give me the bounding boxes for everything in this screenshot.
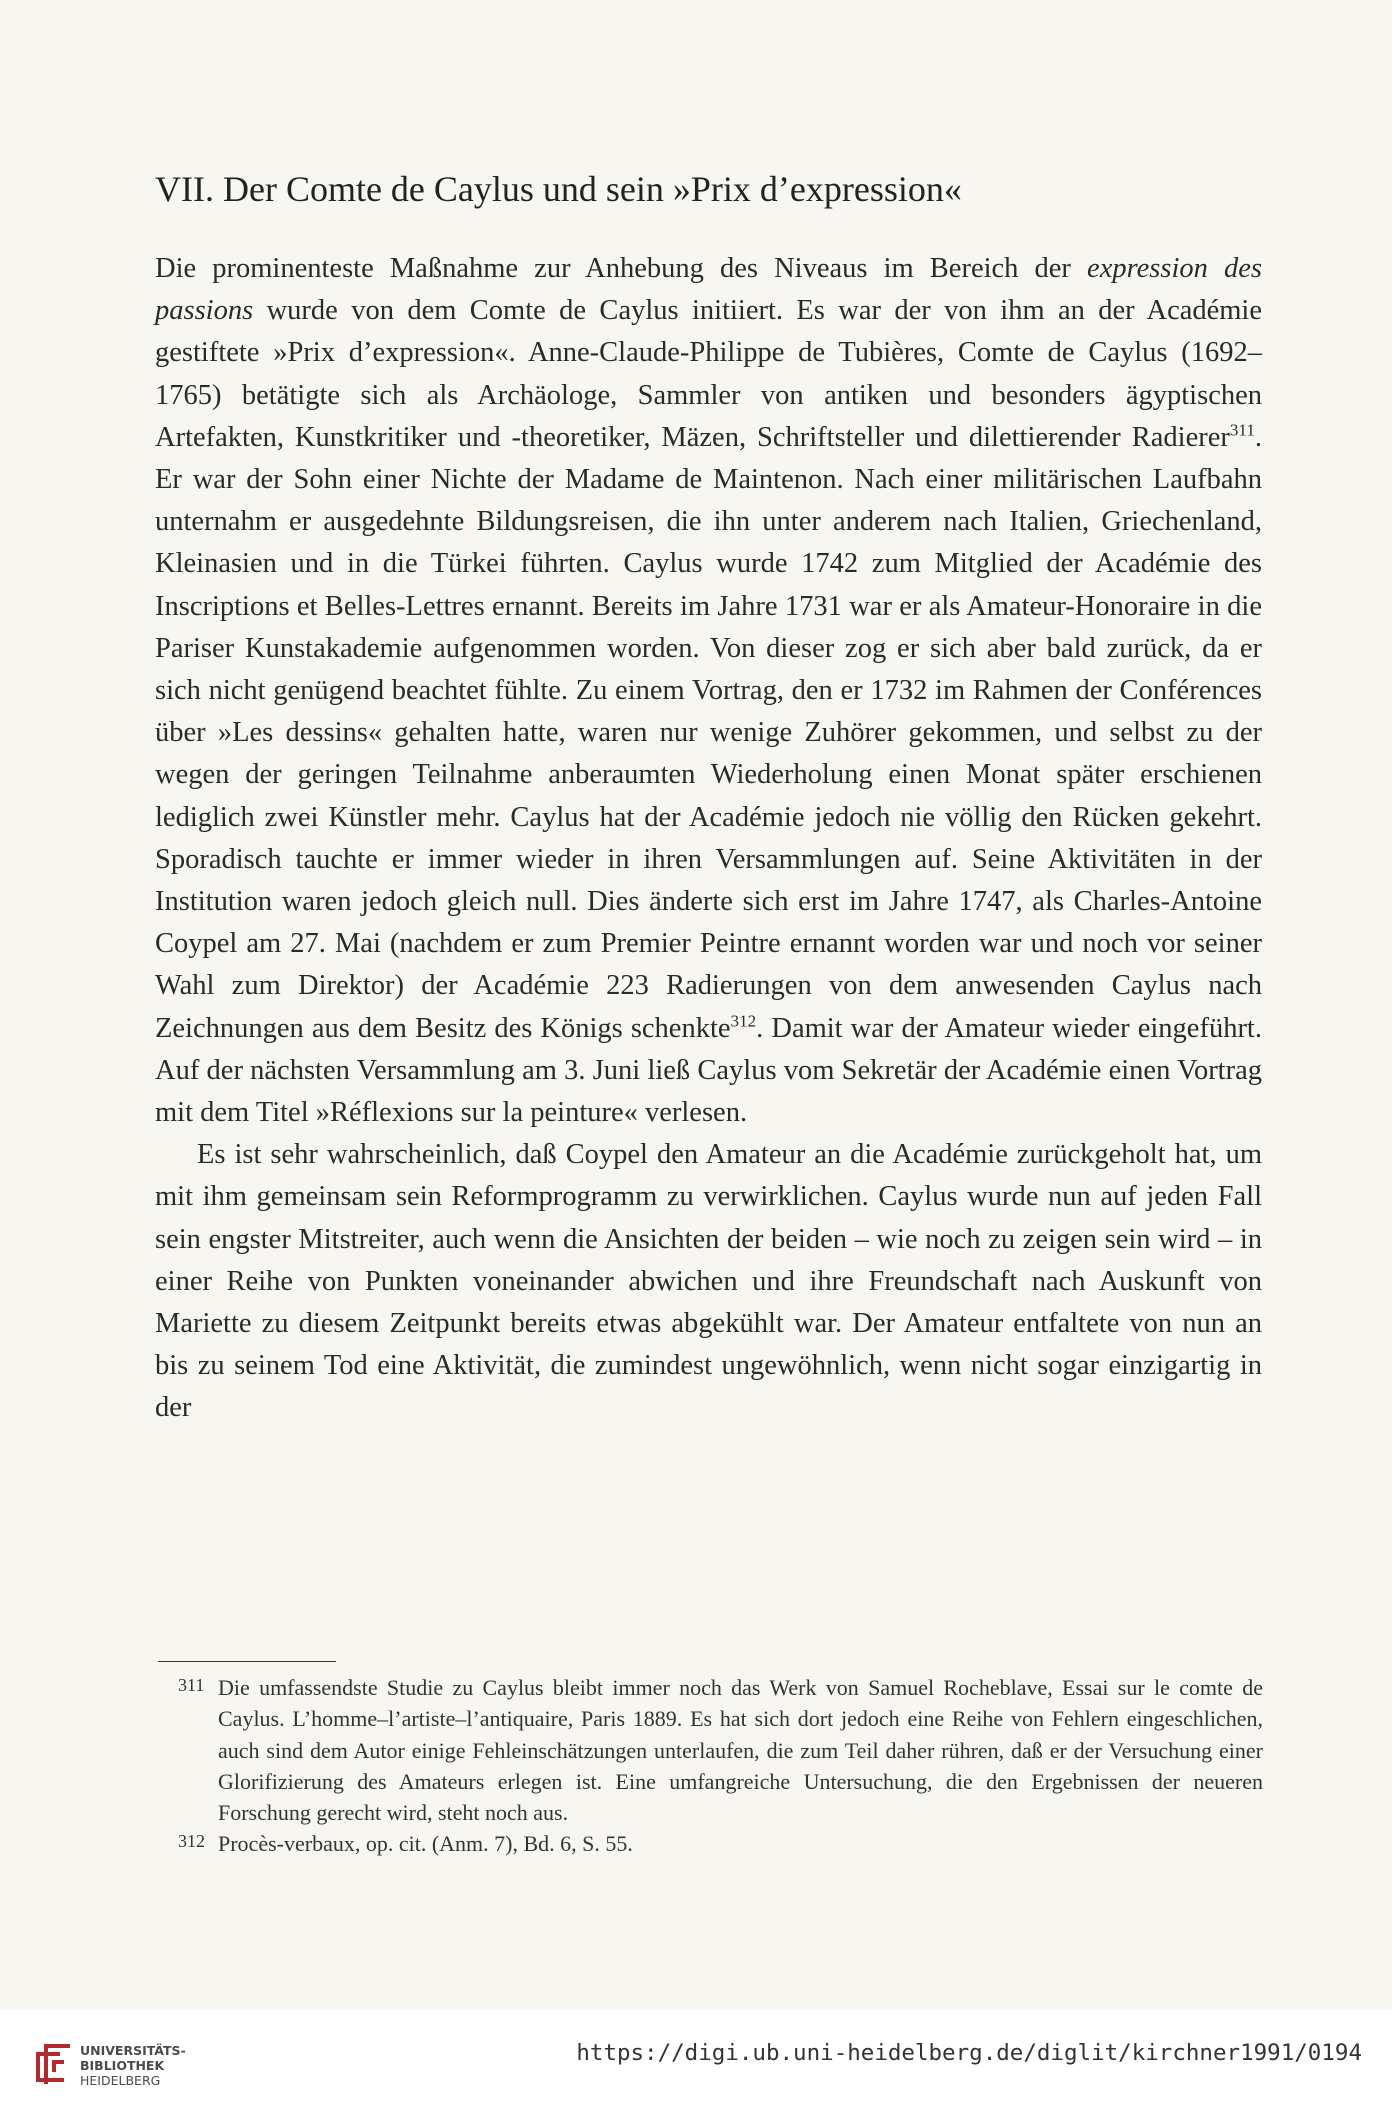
paragraph-1-part-4: . Damit war der Amateur wieder eingeführt. Auf der nächsten Versammlung am 3. Juni ließ Caylus vom Sekretär der Académie einen Vortrag mit dem Titel »Réflexions sur la peinture« verlesen. bbox=[155, 1012, 1262, 1129]
library-name-line-3: HEIDELBERG bbox=[80, 2073, 161, 2088]
body-text bbox=[155, 248, 1262, 1430]
ub-heidelberg-logo-icon[interactable] bbox=[30, 2038, 74, 2090]
footnote-number: 312 bbox=[178, 1831, 205, 1852]
footnote-divider bbox=[158, 1661, 336, 1662]
permalink-url[interactable]: https://digi.ub.uni-heidelberg.de/diglit/kirchner1991/0194 bbox=[576, 2040, 1362, 2066]
chapter-heading: VII. Der Comte de Caylus und sein »Prix d’expression« bbox=[155, 169, 962, 209]
paragraph-1-part-3: . Er war der Sohn einer Nichte der Madame de Maintenon. Nach einer militärischen Laufbahn unternahm er ausgedehnte Bildungsreisen, die ihn unter anderem nach Italien, Griechenland, Kleinasien und in die Türkei führten. Caylus wurde 1742 zum Mitglied der Académie des Inscriptions et Belles-Lettres ernannt. Bereits im Jahre 1731 war er als Amateur-Honoraire in die Pariser Kunstakademie aufgenommen worden. Von dieser zog er sich aber bald zurück, da er sich nicht genügend beachtet fühlte. Zu einem Vortrag, den er 1732 im Rahmen der Conférences über »Les dessins« gehalten hatte, waren nur wenige Zuhörer gekommen, und selbst zu der wegen der geringen Teilnahme anberaumten Wiederholung einen Monat später erschienen lediglich zwei Künstler mehr. Caylus hat der Académie jedoch nie völlig den Rücken gekehrt. Sporadisch tauchte er immer wieder in ihren Versammlungen auf. Seine Aktivitäten in der Institution waren jedoch gleich null. Dies änderte sich erst im Jahre 1747, als Charles-Antoine Coypel am 27. Mai (nachdem er zum Premier Peintre ernannt worden war und noch vor seiner Wahl zum Direktor) der Académie 223 Radierungen von dem anwesenden Caylus nach Zeichnungen aus dem Besitz des Königs schenkte bbox=[155, 421, 1262, 1044]
footnote-number: 311 bbox=[178, 1675, 205, 1695]
library-footer bbox=[0, 2010, 1392, 2117]
footnote-text: Die umfassendste Studie zu Caylus bleibt immer noch das Werk von Samuel Rocheblave, Essai sur le comte de Caylus. L’homme–l’artiste–l’antiquaire, Paris 1889. Es hat sich dort jedoch eine Reihe von Fehlern eingeschlichen, auch sind dem Autor einige Fehleinschätzungen unterlaufen, die zum Teil daher rühren, daß er der Versuchung einer Glorifizierung des Amateurs erlegen ist. Eine umfangreiche Untersuchung, die den Ergebnissen der neueren Forschung gerecht wird, steht noch aus. bbox=[218, 1675, 1263, 1826]
library-name-line-1: UNIVERSITÄTS- bbox=[80, 2043, 186, 2058]
paragraph-2: Es ist sehr wahrscheinlich, daß Coypel den Amateur an die Académie zurückgeholt hat, um mit ihm gemeinsam sein Reformprogramm zu verwirklichen. Caylus wurde nun auf jeden Fall sein engster Mitstreiter, auch wenn die Ansichten der beiden – wie noch zu zeigen sein wird – in einer Reihe von Punkten voneinander abwichen und ihre Freundschaft nach Auskunft von Mariette zu diesem Zeitpunkt bereits etwas abgekühlt war. Der Amateur entfaltete von nun an bis zu seinem Tod eine Aktivität, die zumindest ungewöhnlich, wenn nicht sogar einzigartig in der bbox=[155, 1139, 1262, 1424]
library-name bbox=[80, 2043, 186, 2088]
footnotes bbox=[178, 1672, 1263, 1860]
paragraph-1 bbox=[155, 248, 1262, 1134]
library-name-line-2: BIBLIOTHEK bbox=[80, 2058, 165, 2073]
footnote-ref-311[interactable]: 311 bbox=[1229, 420, 1255, 440]
paragraph-1-italic: expression des passions bbox=[155, 253, 1262, 327]
paragraph-1-part-1: Die prominenteste Maßnahme zur Anhebung des Niveaus im Bereich der bbox=[155, 253, 1088, 284]
footnote-text: Procès-verbaux, op. cit. (Anm. 7), Bd. 6, S. 55. bbox=[218, 1831, 633, 1857]
footnote-312 bbox=[178, 1828, 1263, 1859]
paragraph-1-part-2: wurde von dem Comte de Caylus initiiert. Es war der von ihm an der Académie gestiftete »Prix d’expression«. Anne-Claude-Philippe de Tubières, Comte de Caylus (1692–1765) betätigte sich als Archäologe, Sammler von antiken und besonders ägyptischen Artefakten, Kunstkritiker und -theoretiker, Mäzen, Schriftsteller und dilettierender Radierer bbox=[155, 295, 1262, 453]
footnote-ref-312[interactable]: 312 bbox=[730, 1011, 757, 1031]
footnote-311 bbox=[178, 1672, 1263, 1828]
